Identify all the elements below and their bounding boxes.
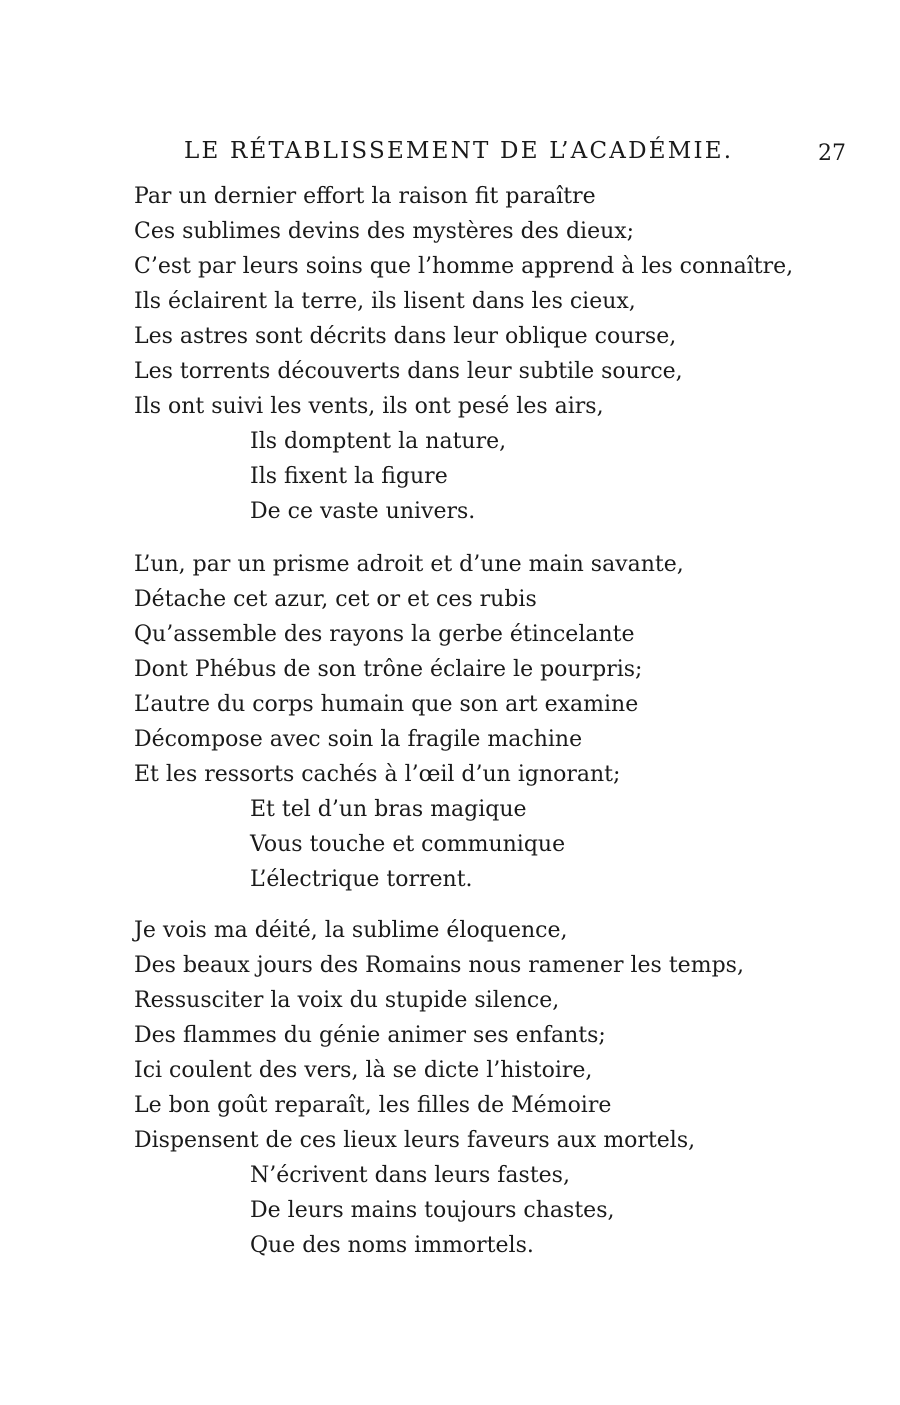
verse-line: Détache cet azur, cet or et ces rubis xyxy=(134,587,537,612)
page-number: 27 xyxy=(818,141,846,166)
verse-line: C’est par leurs soins que l’homme apprend à les connaître, xyxy=(134,254,794,279)
verse-line: Et les ressorts cachés à l’œil d’un ignorant; xyxy=(134,762,621,787)
verse-line: Décompose avec soin la fragile machine xyxy=(134,727,583,752)
verse-line: Que des noms immortels. xyxy=(250,1233,534,1258)
verse-line: Dispensent de ces lieux leurs faveurs aux mortels, xyxy=(134,1128,696,1153)
verse-line: Des flammes du génie animer ses enfants; xyxy=(134,1023,606,1048)
verse-line: Ils fixent la figure xyxy=(250,464,448,489)
verse-line: Ils ont suivi les vents, ils ont pesé les airs, xyxy=(134,394,604,419)
verse-line: Par un dernier effort la raison fit paraître xyxy=(134,184,596,209)
verse-line: L’un, par un prisme adroit et d’une main savante, xyxy=(134,552,684,577)
verse-line: Des beaux jours des Romains nous ramener les temps, xyxy=(134,953,744,978)
verse-line: L’autre du corps humain que son art examine xyxy=(134,692,639,717)
verse-line: Ils éclairent la terre, ils lisent dans les cieux, xyxy=(134,289,636,314)
verse-line: Ici coulent des vers, là se dicte l’histoire, xyxy=(134,1058,593,1083)
verse-line: De leurs mains toujours chastes, xyxy=(250,1198,615,1223)
verse-line: Les astres sont décrits dans leur oblique course, xyxy=(134,324,677,349)
verse-line: Ces sublimes devins des mystères des dieux; xyxy=(134,219,635,244)
verse-line: Et tel d’un bras magique xyxy=(250,797,527,822)
verse-line: Vous touche et communique xyxy=(250,832,566,857)
running-head xyxy=(0,136,900,166)
verse-line: Les torrents découverts dans leur subtile source, xyxy=(134,359,683,384)
verse-line: N’écrivent dans leurs fastes, xyxy=(250,1163,570,1188)
verse-line: Le bon goût reparaît, les filles de Mémoire xyxy=(134,1093,612,1118)
verse-line: Qu’assemble des rayons la gerbe étincelante xyxy=(134,622,635,647)
verse-line: Je vois ma déité, la sublime éloquence, xyxy=(134,918,568,943)
verse-line: Dont Phébus de son trône éclaire le pourpris; xyxy=(134,657,643,682)
verse-line: L’électrique torrent. xyxy=(250,867,473,892)
verse-line: Ils domptent la nature, xyxy=(250,429,507,454)
verse-line: Ressusciter la voix du stupide silence, xyxy=(134,988,560,1013)
verse-line: De ce vaste univers. xyxy=(250,499,476,524)
running-title: LE RÉTABLISSEMENT DE L’ACADÉMIE. xyxy=(184,138,734,164)
